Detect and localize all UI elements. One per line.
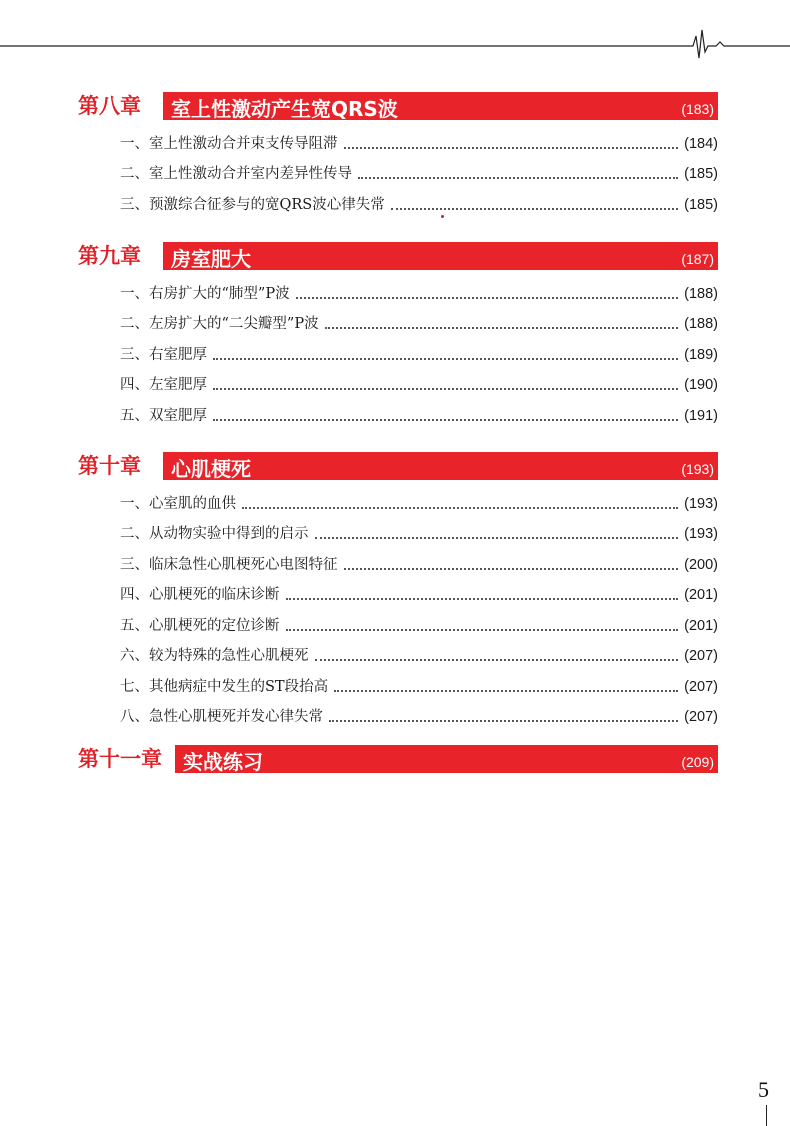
- entry-title: 二、从动物实验中得到的启示: [120, 526, 309, 542]
- entry-title: 一、室上性激动合并束支传导阻滞: [120, 135, 338, 152]
- entry-title: 五、心肌梗死的定位诊断: [120, 617, 280, 634]
- toc-entry[interactable]: [78, 667, 718, 698]
- entry-page: (190): [684, 377, 718, 393]
- entry-title: 四、左室肥厚: [120, 377, 207, 393]
- leader-dots: [329, 719, 678, 722]
- entry-page: (201): [684, 587, 718, 603]
- chapter-10: [78, 452, 718, 728]
- entry-page: (191): [684, 407, 718, 424]
- leader-dots: [344, 567, 679, 570]
- entry-page: (188): [684, 285, 718, 302]
- toc-entry[interactable]: [78, 335, 718, 366]
- entry-title: 七、其他病症中发生的ST段抬高: [120, 678, 329, 695]
- chapter-11: [78, 745, 718, 775]
- chapter-title-bar: [163, 242, 718, 270]
- entry-page: (185): [684, 196, 718, 213]
- chapter-title-bar: [175, 745, 718, 773]
- entry-page: (201): [684, 617, 718, 634]
- entry-title: 三、预激综合征参与的宽QRS波心律失常: [120, 196, 385, 213]
- leader-dots: [286, 628, 679, 631]
- chapter-title: 室上性激动产生宽QRS波: [171, 97, 398, 121]
- toc-entry[interactable]: [78, 305, 718, 336]
- chapter-heading[interactable]: [78, 92, 718, 122]
- chapter-number: 第十章: [78, 454, 141, 478]
- entry-title: 二、左房扩大的“二尖瓣型”P波: [120, 316, 319, 332]
- entry-page: (207): [684, 678, 718, 695]
- chapter-heading[interactable]: [78, 745, 718, 775]
- chapter-page: (209): [681, 754, 714, 770]
- toc-entry[interactable]: [78, 366, 718, 397]
- leader-dots: [213, 357, 678, 360]
- entry-page: (193): [684, 526, 718, 542]
- toc-entry[interactable]: [78, 515, 718, 546]
- toc-entry[interactable]: [78, 698, 718, 729]
- stray-mark: [441, 215, 444, 218]
- chapter-8: [78, 92, 718, 216]
- toc-entry[interactable]: [78, 576, 718, 607]
- entry-title: 六、较为特殊的急性心肌梗死: [120, 648, 309, 664]
- leader-dots: [358, 176, 678, 179]
- entry-title: 三、右室肥厚: [120, 346, 207, 363]
- leader-dots: [296, 296, 679, 299]
- toc-entry[interactable]: [78, 155, 718, 186]
- toc-entry[interactable]: [78, 124, 718, 155]
- toc-entry[interactable]: [78, 274, 718, 305]
- chapter-number: 第九章: [78, 244, 141, 268]
- entry-page: (193): [684, 495, 718, 512]
- toc-entry[interactable]: [78, 606, 718, 637]
- chapter-page: (187): [681, 251, 714, 267]
- entry-page: (207): [684, 648, 718, 664]
- chapter-number: 第八章: [78, 94, 141, 118]
- entry-title: 五、双室肥厚: [120, 407, 207, 424]
- leader-dots: [315, 658, 679, 661]
- leader-dots: [242, 506, 678, 509]
- entry-title: 八、急性心肌梗死并发心律失常: [120, 709, 323, 725]
- toc-entry[interactable]: [78, 545, 718, 576]
- entry-title: 一、心室肌的血供: [120, 495, 236, 512]
- toc-entry[interactable]: [78, 396, 718, 427]
- entry-title: 四、心肌梗死的临床诊断: [120, 587, 280, 603]
- chapter-page: (193): [681, 461, 714, 477]
- leader-dots: [213, 418, 678, 421]
- leader-dots: [325, 326, 679, 329]
- entry-title: 二、室上性激动合并室内差异性传导: [120, 166, 352, 182]
- chapter-heading[interactable]: [78, 242, 718, 272]
- chapter-title: 房室肥大: [171, 247, 251, 271]
- toc-entry[interactable]: [78, 637, 718, 668]
- entry-page: (188): [684, 316, 718, 332]
- chapter-title-bar: [163, 452, 718, 480]
- leader-dots: [344, 146, 679, 149]
- leader-dots: [391, 207, 678, 210]
- header-ecg-rule: [0, 0, 790, 80]
- leader-dots: [334, 689, 678, 692]
- chapter-title-bar: [163, 92, 718, 120]
- entry-title: 一、右房扩大的“肺型”P波: [120, 285, 290, 302]
- leader-dots: [286, 597, 679, 600]
- chapter-number: 第十一章: [78, 747, 162, 771]
- chapter-title: 心肌梗死: [171, 457, 251, 481]
- entry-page: (207): [684, 709, 718, 725]
- page-margin-tick: [766, 1105, 767, 1126]
- chapter-title: 实战练习: [183, 750, 263, 774]
- toc-entry[interactable]: [78, 484, 718, 515]
- entry-title: 三、临床急性心肌梗死心电图特征: [120, 556, 338, 573]
- leader-dots: [315, 536, 679, 539]
- entry-page: (184): [684, 135, 718, 152]
- entry-page: (185): [684, 166, 718, 182]
- chapter-heading[interactable]: [78, 452, 718, 482]
- entry-page: (200): [684, 556, 718, 573]
- page-number: 5: [758, 1077, 769, 1102]
- toc-entry[interactable]: [78, 185, 718, 216]
- chapter-page: (183): [681, 101, 714, 117]
- entry-page: (189): [684, 346, 718, 363]
- leader-dots: [213, 387, 678, 390]
- chapter-9: [78, 242, 718, 427]
